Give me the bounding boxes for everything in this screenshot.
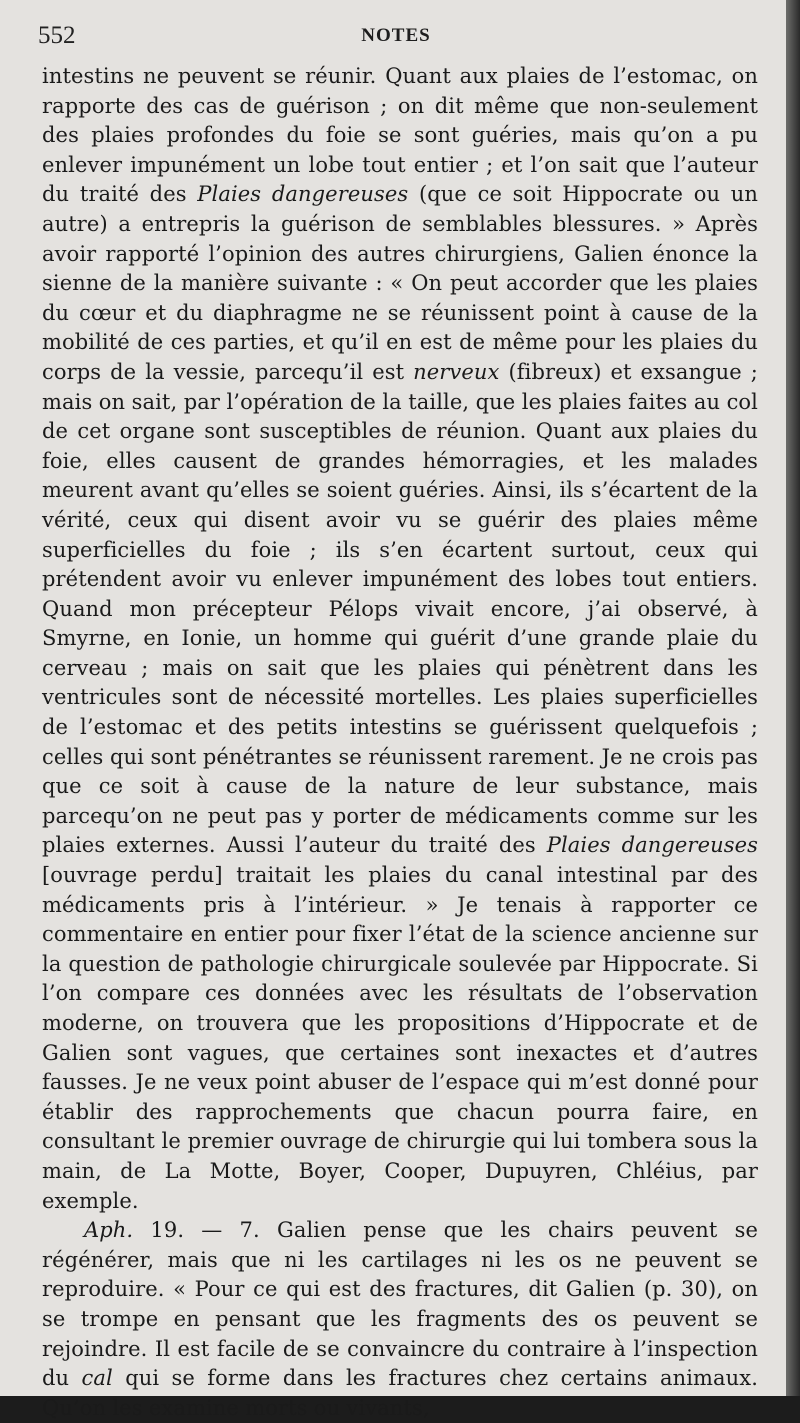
- italic-aph-label: Aph.: [84, 1218, 134, 1243]
- italic-title: Plaies dangereuses: [546, 833, 758, 858]
- paragraph: [42, 62, 758, 1216]
- text-run: [ouvrage perdu] traitait les plaies du canal intestinal par des médicaments pris à l’intérieur. » Je tenais à rapporter ce commentaire en entier pour fixer l’état de la science ancienne sur la question de pathologie chirurgicale soulevée par Hippocrate. Si l’on compare ces données avec les résultats de l’observation moderne, on trouvera que les propositions d’Hippocrate et de Galien sont vagues, que certaines sont inexactes et d’autres fausses. Je ne veux point abuser de l’espace qui m’est donné pour établir des rapprochements que chacun pourra faire, en consultant le premier ouvrage de chirurgie qui lui tombera sous la main, de La Motte, Boyer, Cooper, Dupuyren, Chléius, par exemple.: [42, 863, 758, 1213]
- text-run: qui se forme dans les fractures chez certains animaux. Qu’on les examine morts ou vivants,: [42, 1366, 758, 1420]
- page-spine-shadow: [786, 0, 800, 1396]
- text-run: (que ce soit Hippocrate ou un autre) a entrepris la guérison de semblables blessures. » Après avoir rapporté l’opinion des autres chirurgiens, Galien énonce la sienne de la manière suivante : « On peut accorder que les plaies du cœur et du diaphragme ne se réunissent point à cause de la mobilité de ces parties, et qu’il en est de même pour les plaies du corps de la vessie, parcequ’il est: [42, 182, 758, 384]
- italic-term: nerveux: [413, 359, 500, 384]
- page-header: [38, 22, 754, 56]
- italic-term: cal: [81, 1366, 113, 1391]
- text-run: 19. — 7. Galien pense que les chairs peuvent se régénérer, mais que ni les cartilages ni les os ne peuvent se reproduire. « Pour ce qui est des fractures, dit Galien (p. 30), on se trompe en pensant que les fragments des os peuvent se rejoindre. Il est facile de se convaincre du contraire à l’inspection du: [42, 1218, 758, 1391]
- body-text: [42, 62, 758, 1423]
- text-run: intestins ne peuvent se réunir. Quant aux plaies de l’estomac, on rapporte des cas de guérison ; on dit même que non-seulement des plaies profondes du foie se sont guéries, mais qu’on a pu enlever impunément un lobe tout entier ; et l’on sait que l’auteur du traité des: [42, 64, 758, 207]
- text-run: (fibreux) et exsangue ; mais on sait, par l’opération de la taille, que les plaies faites au col de cet organe sont susceptibles de réunion. Quant aux plaies du foie, elles causent de grandes hémorragies, et les malades meurent avant qu’elles se soient guéries. Ainsi, ils s’écartent de la vérité, ceux qui disent avoir vu se guérir des plaies même superficielles du foie ; ils s’en écartent surtout, ceux qui prétendent avoir vu enlever impunément des lobes tout entiers. Quand mon précepteur Pélops vivait encore, j’ai observé, à Smyrne, en Ionie, un homme qui guérit d’une grande plaie du cerveau ; mais on sait que les plaies qui pénètrent dans les ventricules sont de nécessité mortelles. Les plaies superficielles de l’estomac et des petits intestins se guérissent quelquefois ; celles qui sont pénétrantes se réunissent rarement. Je ne crois pas que ce soit à cause de la nature de leur substance, mais parcequ’on ne peut pas y porter de médicaments comme sur les plaies externes. Aussi l’auteur du traité des: [42, 359, 758, 858]
- paragraph-aphorism: [42, 1216, 758, 1423]
- italic-title: Plaies dangereuses: [197, 182, 409, 207]
- page-number: 552: [38, 22, 76, 49]
- running-head: NOTES: [361, 25, 431, 46]
